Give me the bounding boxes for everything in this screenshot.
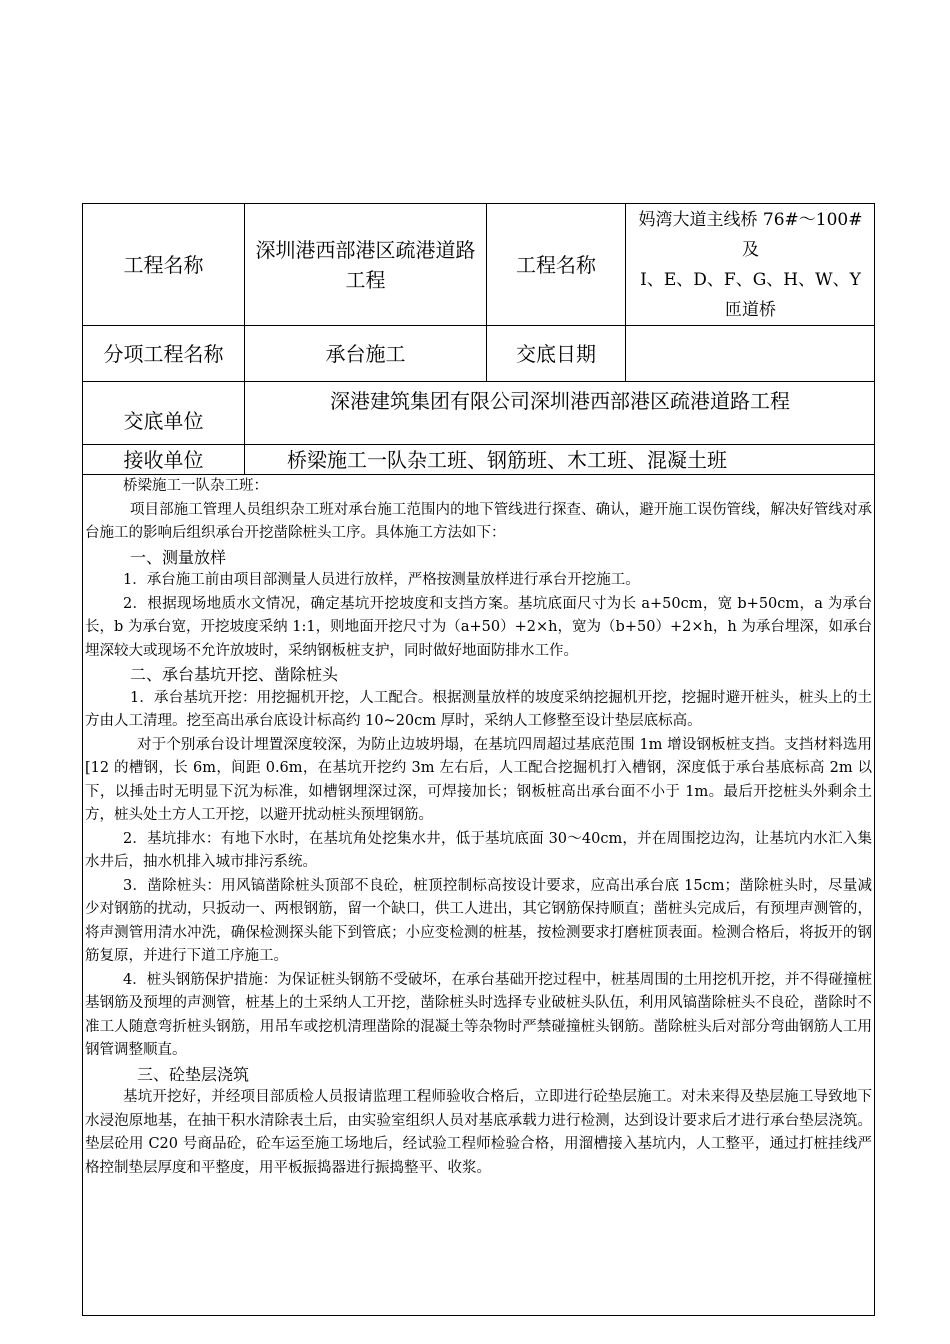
section-2-paragraph: 对于个别承台设计埋置深度较深，为防止边坡坍塌，在基坑四周超过基底范围 1m 增设钢板桩支挡。支挡材料选用[12 的槽钢，长 6m，间距 0.6m，在基坑开挖约 3m 左右后，人工配合挖掘机打入槽钢，深度低于承台基底标高 2m 以下，以捶击时无明显下沉为标准，如槽钢埋深过深，可焊接加长；钢板桩高出承台面不小于 1m。最后开挖桩头外剩余土方，桩头处土方人工开挖，以避开扰动桩头预埋钢筋。: [85, 736, 872, 823]
section-2-paragraph: 4．桩头钢筋保护措施：为保证桩头钢筋不受破坏，在承台基础开挖过程中，桩基周围的土用挖机开挖，并不得碰撞桩基钢筋及预埋的声测管，桩基上的土采纳人工开挖，凿除桩头时选择专业破桩头队伍，利用风镐凿除桩头不良砼，凿除时不准工人随意弯折桩头钢筋，用吊车或挖机清理凿除的混凝土等杂物时严禁碰撞桩头钢筋。凿除桩头后对部分弯曲钢筋人工用钢管调整顺直。: [85, 971, 872, 1058]
section-3-paragraph: 基坑开挖好，并经项目部质检人员报请监理工程师验收合格后，立即进行砼垫层施工。对未来得及垫层施工导致地下水浸泡原地基，在抽干积水清除表土后，由实验室组织人员对基底承载力进行检测，达到设计要求后才进行承台垫层浇筑。垫层砼用 C20 号商品砼，砼车运至施工场地后，经试验工程师检验合格，用溜槽接入基坑内，人工整平，通过打桩挂线严格控制垫层厚度和平整度，用平板振捣器进行振捣整平、收浆。: [85, 1089, 872, 1176]
sub-project-value: 承台施工: [325, 341, 406, 366]
sub-project-label: 分项工程名称: [103, 341, 224, 366]
handover-date-value: [626, 326, 875, 381]
section-2-title: 二、承台基坑开挖、凿除桩头: [130, 665, 339, 684]
team-title: 桥梁施工一队杂工班：: [123, 478, 268, 494]
receiver-label: 接收单位: [123, 447, 204, 472]
project-name-label: 工程名称: [123, 252, 204, 277]
issuer-value: 深港建筑集团有限公司深圳港西部港区疏港道路工程: [330, 389, 790, 413]
section-1-paragraph: 1．承台施工前由项目部测量人员进行放样，严格按测量放样进行承台开挖施工。: [123, 572, 640, 588]
section-1-title: 一、测量放样: [130, 547, 227, 567]
section-2-paragraph: 1．承台基坑开挖：用挖掘机开挖，人工配合。根据测量放样的坡度采纳挖掘机开挖，挖掘时避开桩头，桩头上的土方由人工清理。挖至高出承台底设计标高约 10~20cm 厚时，采纳人工修整至设计垫层底标高。: [85, 689, 872, 729]
bridge-range-line: 妈湾大道主线桥 76#～100#及: [638, 209, 863, 260]
section-2-paragraph: 2．基坑排水：有地下水时，在基坑角处挖集水井，低于基坑底面 30～40cm，并在周围挖边沟，让基坑内水汇入集水井后，抽水机排入城市排污系统。: [85, 830, 872, 870]
ramp-bridge-line: I、E、D、F、G、H、W、Y 匝道桥: [640, 269, 861, 320]
project-name-label-2: 工程名称: [516, 252, 596, 277]
section-3-title: 三、砼垫层浇筑: [137, 1064, 250, 1084]
receiver-value: 桥梁施工一队杂工班、钢筋班、木工班、混凝土班: [287, 447, 727, 472]
issuer-label: 交底单位: [123, 409, 204, 433]
handover-content: [85, 475, 872, 1180]
handover-form: [82, 203, 875, 1316]
section-1-paragraph: 2．根据现场地质水文情况，确定基坑开挖坡度和支挡方案。基坑底面尺寸为长 a+50cm，宽 b+50cm，a 为承台长，b 为承台宽，开挖坡度采纳 1:1，则地面开挖尺寸为（a+50）+2×h，宽为（b+50）+2×h，h 为承台埋深，如承台埋深较大或现场不允许放坡时，采纳钢板桩支护，同时做好地面防排水工作。: [85, 595, 872, 659]
project-name-value: 深圳港西部港区疏港道路工程: [255, 237, 476, 292]
intro-paragraph: 项目部施工管理人员组织杂工班对承台施工范围内的地下管线进行探查、确认，避开施工误伤管线，解决好管线对承台施工的影响后组织承台开挖凿除桩头工序。具体施工方法如下：: [85, 501, 872, 541]
section-2-paragraph: 3．凿除桩头：用风镐凿除桩头顶部不良砼，桩顶控制标高按设计要求，应高出承台底 15cm；凿除桩头时，尽量减少对钢筋的扰动，只扳动一、两根钢筋，留一个缺口，供工人进出，其它钢筋保持顺直；凿桩头完成后，有预埋声测管的，将声测管用清水冲洗，确保检测探头能下到管底；小应变检测的桩基，按检测要求打磨桩顶表面。检测合格后，将扳开的钢筋复原，并进行下道工序施工。: [85, 877, 872, 964]
handover-date-label: 交底日期: [516, 341, 596, 366]
project-name-value-2: [626, 204, 875, 325]
